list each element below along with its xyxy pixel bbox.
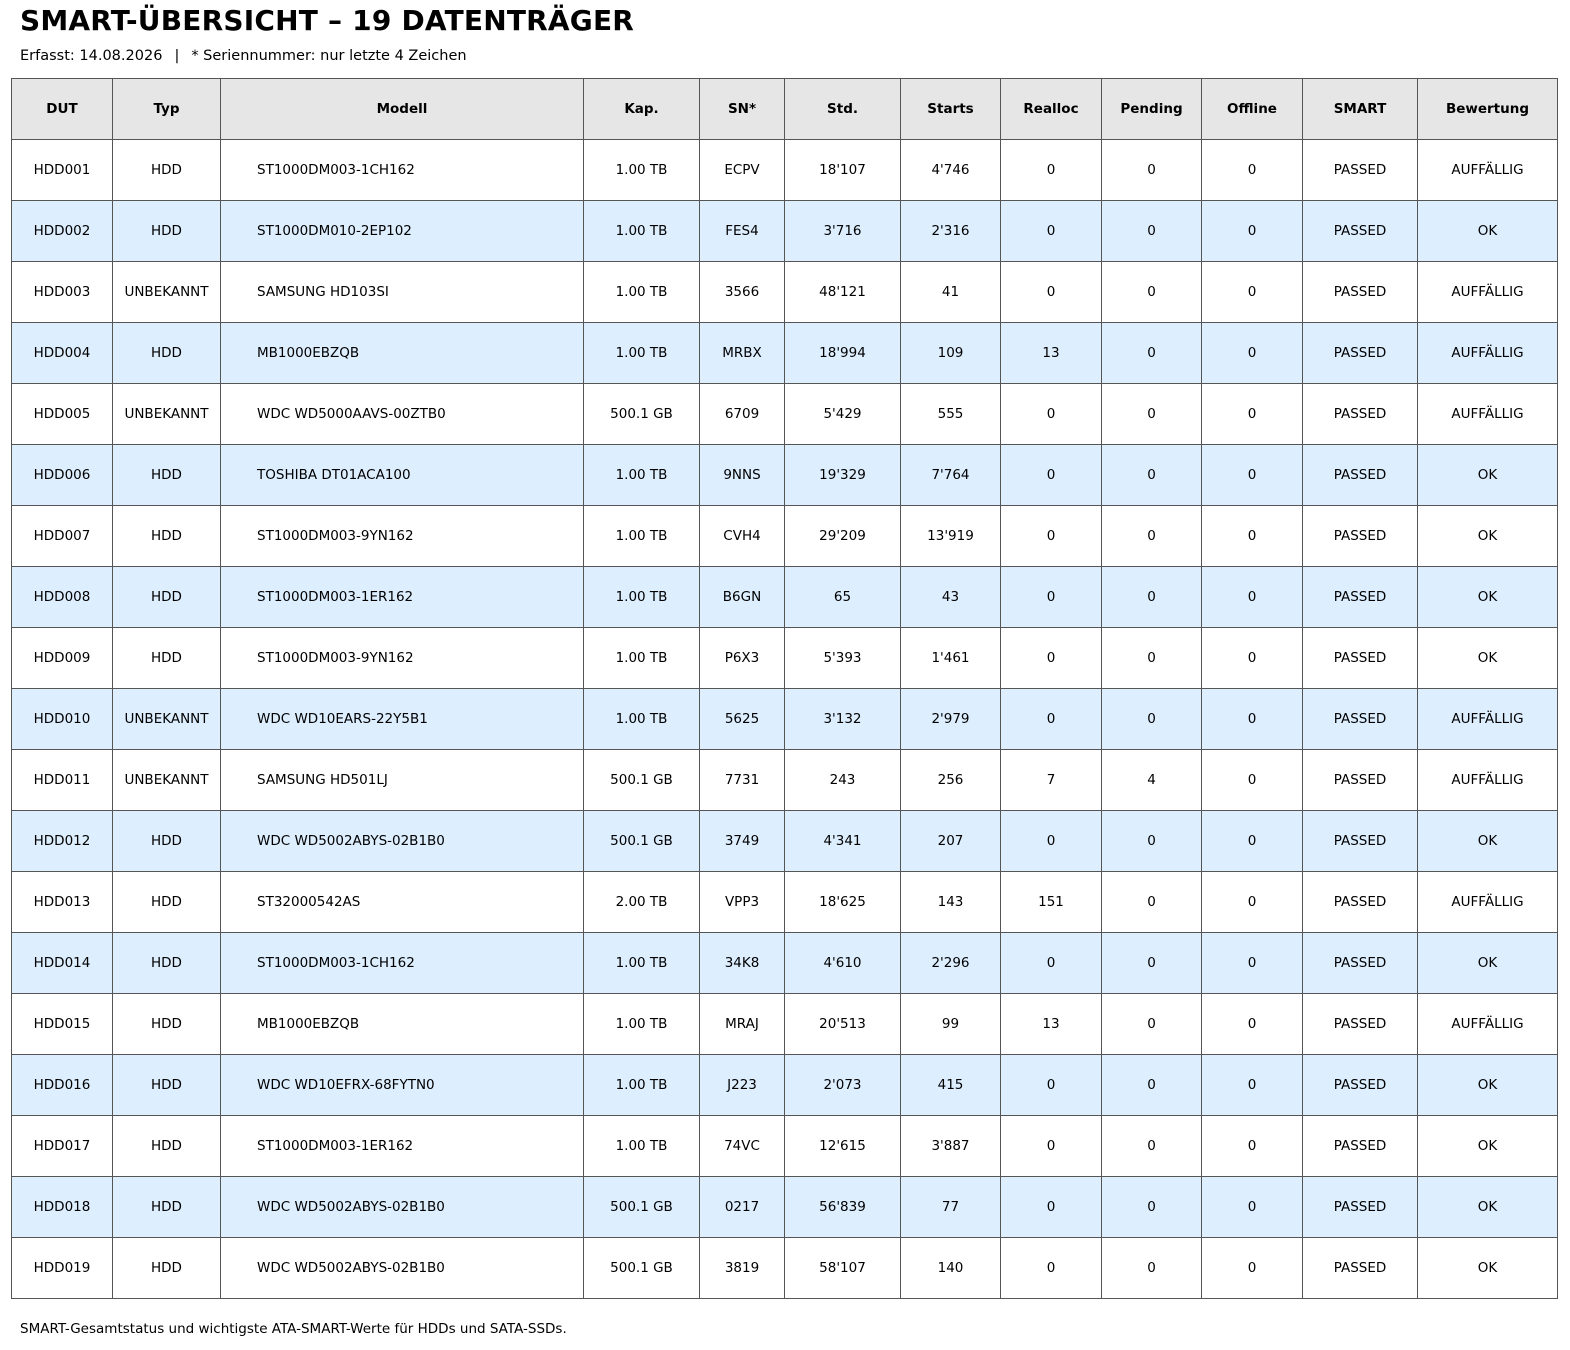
cell-typ: HDD	[113, 1177, 221, 1238]
cell-bewertung: OK	[1418, 1116, 1558, 1177]
cell-modell: ST32000542AS	[221, 872, 584, 933]
table-row	[12, 872, 1558, 933]
cell-typ: HDD	[113, 933, 221, 994]
column-header-smart: SMART	[1303, 79, 1418, 140]
cell-smart: PASSED	[1303, 1055, 1418, 1116]
cell-seriennummer: ECPV	[700, 140, 785, 201]
cell-offline: 0	[1202, 445, 1303, 506]
column-header-modell: Modell	[221, 79, 584, 140]
cell-modell: ST1000DM010-2EP102	[221, 201, 584, 262]
footer-note: SMART-Gesamtstatus und wichtigste ATA-SMART-Werte für HDDs und SATA-SSDs.	[20, 1321, 567, 1337]
cell-stunden: 19'329	[785, 445, 901, 506]
cell-offline: 0	[1202, 933, 1303, 994]
cell-smart: PASSED	[1303, 140, 1418, 201]
cell-modell: SAMSUNG HD103SI	[221, 262, 584, 323]
cell-typ: HDD	[113, 1238, 221, 1299]
cell-modell: MB1000EBZQB	[221, 323, 584, 384]
column-header-kapazitaet: Kap.	[584, 79, 700, 140]
cell-typ: UNBEKANNT	[113, 689, 221, 750]
cell-kapazitaet: 1.00 TB	[584, 323, 700, 384]
cell-typ: HDD	[113, 323, 221, 384]
cell-dut: HDD009	[12, 628, 113, 689]
cell-starts: 140	[901, 1238, 1001, 1299]
cell-realloc: 0	[1001, 1238, 1102, 1299]
cell-offline: 0	[1202, 994, 1303, 1055]
cell-kapazitaet: 1.00 TB	[584, 445, 700, 506]
column-header-bewertung: Bewertung	[1418, 79, 1558, 140]
cell-offline: 0	[1202, 628, 1303, 689]
cell-seriennummer: VPP3	[700, 872, 785, 933]
cell-starts: 7'764	[901, 445, 1001, 506]
cell-smart: PASSED	[1303, 1238, 1418, 1299]
cell-dut: HDD003	[12, 262, 113, 323]
table-row	[12, 811, 1558, 872]
cell-kapazitaet: 500.1 GB	[584, 1238, 700, 1299]
cell-bewertung: OK	[1418, 933, 1558, 994]
cell-dut: HDD017	[12, 1116, 113, 1177]
cell-realloc: 0	[1001, 201, 1102, 262]
cell-realloc: 0	[1001, 1116, 1102, 1177]
cell-smart: PASSED	[1303, 262, 1418, 323]
cell-seriennummer: B6GN	[700, 567, 785, 628]
cell-bewertung: AUFFÄLLIG	[1418, 262, 1558, 323]
cell-kapazitaet: 1.00 TB	[584, 689, 700, 750]
cell-starts: 13'919	[901, 506, 1001, 567]
cell-typ: HDD	[113, 506, 221, 567]
cell-smart: PASSED	[1303, 1116, 1418, 1177]
cell-pending: 0	[1102, 201, 1202, 262]
cell-typ: UNBEKANNT	[113, 750, 221, 811]
table-row	[12, 1238, 1558, 1299]
column-header-starts: Starts	[901, 79, 1001, 140]
table-row	[12, 323, 1558, 384]
meta-separator: |	[174, 48, 180, 64]
cell-stunden: 3'132	[785, 689, 901, 750]
cell-dut: HDD001	[12, 140, 113, 201]
cell-bewertung: OK	[1418, 567, 1558, 628]
cell-pending: 0	[1102, 1177, 1202, 1238]
cell-typ: HDD	[113, 628, 221, 689]
cell-modell: ST1000DM003-9YN162	[221, 506, 584, 567]
cell-kapazitaet: 500.1 GB	[584, 384, 700, 445]
cell-starts: 1'461	[901, 628, 1001, 689]
cell-typ: HDD	[113, 445, 221, 506]
cell-pending: 0	[1102, 506, 1202, 567]
cell-starts: 2'316	[901, 201, 1001, 262]
cell-realloc: 0	[1001, 262, 1102, 323]
page-title: SMART-ÜBERSICHT – 19 DATENTRÄGER	[20, 4, 635, 37]
capture-date: Erfasst: 14.08.2026	[20, 48, 163, 64]
cell-modell: MB1000EBZQB	[221, 994, 584, 1055]
cell-offline: 0	[1202, 1177, 1303, 1238]
cell-offline: 0	[1202, 872, 1303, 933]
cell-dut: HDD002	[12, 201, 113, 262]
cell-starts: 2'979	[901, 689, 1001, 750]
cell-typ: HDD	[113, 872, 221, 933]
cell-dut: HDD010	[12, 689, 113, 750]
column-header-seriennummer: SN*	[700, 79, 785, 140]
cell-typ: HDD	[113, 811, 221, 872]
cell-offline: 0	[1202, 140, 1303, 201]
column-header-typ: Typ	[113, 79, 221, 140]
cell-kapazitaet: 1.00 TB	[584, 506, 700, 567]
cell-stunden: 18'107	[785, 140, 901, 201]
cell-typ: HDD	[113, 1116, 221, 1177]
cell-stunden: 4'610	[785, 933, 901, 994]
cell-seriennummer: 34K8	[700, 933, 785, 994]
cell-realloc: 0	[1001, 811, 1102, 872]
cell-pending: 0	[1102, 445, 1202, 506]
cell-modell: WDC WD5002ABYS-02B1B0	[221, 811, 584, 872]
cell-pending: 0	[1102, 140, 1202, 201]
cell-starts: 99	[901, 994, 1001, 1055]
table-row	[12, 445, 1558, 506]
table-row	[12, 1177, 1558, 1238]
cell-stunden: 29'209	[785, 506, 901, 567]
table-row	[12, 567, 1558, 628]
cell-smart: PASSED	[1303, 750, 1418, 811]
cell-starts: 256	[901, 750, 1001, 811]
cell-bewertung: AUFFÄLLIG	[1418, 872, 1558, 933]
cell-modell: WDC WD5000AAVS-00ZTB0	[221, 384, 584, 445]
cell-offline: 0	[1202, 811, 1303, 872]
cell-bewertung: AUFFÄLLIG	[1418, 323, 1558, 384]
cell-pending: 0	[1102, 1116, 1202, 1177]
cell-stunden: 3'716	[785, 201, 901, 262]
table-header	[12, 79, 1558, 140]
header-row	[12, 79, 1558, 140]
cell-offline: 0	[1202, 1116, 1303, 1177]
meta-line	[20, 48, 467, 64]
cell-dut: HDD012	[12, 811, 113, 872]
cell-starts: 143	[901, 872, 1001, 933]
cell-realloc: 151	[1001, 872, 1102, 933]
cell-typ: UNBEKANNT	[113, 262, 221, 323]
cell-smart: PASSED	[1303, 201, 1418, 262]
cell-pending: 0	[1102, 628, 1202, 689]
cell-pending: 0	[1102, 1238, 1202, 1299]
cell-seriennummer: 74VC	[700, 1116, 785, 1177]
smart-table	[11, 78, 1558, 1299]
cell-realloc: 0	[1001, 567, 1102, 628]
cell-starts: 3'887	[901, 1116, 1001, 1177]
table-row	[12, 1055, 1558, 1116]
table-row	[12, 201, 1558, 262]
cell-dut: HDD007	[12, 506, 113, 567]
cell-seriennummer: 3566	[700, 262, 785, 323]
cell-offline: 0	[1202, 384, 1303, 445]
cell-stunden: 48'121	[785, 262, 901, 323]
cell-modell: WDC WD5002ABYS-02B1B0	[221, 1177, 584, 1238]
cell-pending: 0	[1102, 994, 1202, 1055]
column-header-dut: DUT	[12, 79, 113, 140]
table-row	[12, 384, 1558, 445]
cell-modell: ST1000DM003-1ER162	[221, 567, 584, 628]
cell-seriennummer: 9NNS	[700, 445, 785, 506]
cell-stunden: 243	[785, 750, 901, 811]
cell-modell: ST1000DM003-1ER162	[221, 1116, 584, 1177]
cell-starts: 415	[901, 1055, 1001, 1116]
column-header-realloc: Realloc	[1001, 79, 1102, 140]
cell-dut: HDD011	[12, 750, 113, 811]
cell-dut: HDD019	[12, 1238, 113, 1299]
cell-seriennummer: FES4	[700, 201, 785, 262]
cell-bewertung: OK	[1418, 1238, 1558, 1299]
cell-realloc: 0	[1001, 140, 1102, 201]
cell-typ: HDD	[113, 140, 221, 201]
cell-starts: 109	[901, 323, 1001, 384]
cell-realloc: 0	[1001, 933, 1102, 994]
cell-kapazitaet: 500.1 GB	[584, 811, 700, 872]
cell-starts: 2'296	[901, 933, 1001, 994]
cell-smart: PASSED	[1303, 384, 1418, 445]
cell-modell: ST1000DM003-9YN162	[221, 628, 584, 689]
cell-seriennummer: 5625	[700, 689, 785, 750]
cell-smart: PASSED	[1303, 994, 1418, 1055]
cell-seriennummer: J223	[700, 1055, 785, 1116]
cell-seriennummer: 7731	[700, 750, 785, 811]
cell-smart: PASSED	[1303, 872, 1418, 933]
cell-kapazitaet: 500.1 GB	[584, 750, 700, 811]
cell-pending: 0	[1102, 567, 1202, 628]
cell-offline: 0	[1202, 201, 1303, 262]
table-row	[12, 689, 1558, 750]
cell-realloc: 0	[1001, 1177, 1102, 1238]
cell-pending: 0	[1102, 262, 1202, 323]
cell-smart: PASSED	[1303, 811, 1418, 872]
cell-dut: HDD015	[12, 994, 113, 1055]
table-body	[12, 140, 1558, 1299]
cell-seriennummer: P6X3	[700, 628, 785, 689]
cell-smart: PASSED	[1303, 933, 1418, 994]
cell-starts: 207	[901, 811, 1001, 872]
cell-smart: PASSED	[1303, 1177, 1418, 1238]
table-row	[12, 262, 1558, 323]
cell-realloc: 0	[1001, 506, 1102, 567]
cell-stunden: 12'615	[785, 1116, 901, 1177]
cell-dut: HDD016	[12, 1055, 113, 1116]
cell-smart: PASSED	[1303, 567, 1418, 628]
cell-modell: TOSHIBA DT01ACA100	[221, 445, 584, 506]
cell-kapazitaet: 1.00 TB	[584, 628, 700, 689]
cell-smart: PASSED	[1303, 506, 1418, 567]
cell-dut: HDD013	[12, 872, 113, 933]
cell-pending: 0	[1102, 323, 1202, 384]
table-row	[12, 628, 1558, 689]
cell-offline: 0	[1202, 1238, 1303, 1299]
column-header-pending: Pending	[1102, 79, 1202, 140]
cell-dut: HDD008	[12, 567, 113, 628]
cell-pending: 4	[1102, 750, 1202, 811]
cell-offline: 0	[1202, 750, 1303, 811]
cell-smart: PASSED	[1303, 323, 1418, 384]
cell-seriennummer: 6709	[700, 384, 785, 445]
cell-stunden: 20'513	[785, 994, 901, 1055]
cell-kapazitaet: 1.00 TB	[584, 1055, 700, 1116]
table-row	[12, 140, 1558, 201]
cell-pending: 0	[1102, 933, 1202, 994]
cell-bewertung: AUFFÄLLIG	[1418, 750, 1558, 811]
cell-kapazitaet: 1.00 TB	[584, 1116, 700, 1177]
cell-kapazitaet: 1.00 TB	[584, 262, 700, 323]
cell-starts: 43	[901, 567, 1001, 628]
column-header-offline: Offline	[1202, 79, 1303, 140]
cell-offline: 0	[1202, 1055, 1303, 1116]
cell-stunden: 58'107	[785, 1238, 901, 1299]
table-row	[12, 750, 1558, 811]
cell-offline: 0	[1202, 323, 1303, 384]
cell-bewertung: OK	[1418, 201, 1558, 262]
cell-starts: 41	[901, 262, 1001, 323]
cell-pending: 0	[1102, 811, 1202, 872]
cell-offline: 0	[1202, 689, 1303, 750]
cell-stunden: 18'994	[785, 323, 901, 384]
cell-dut: HDD006	[12, 445, 113, 506]
cell-seriennummer: MRAJ	[700, 994, 785, 1055]
table-row	[12, 1116, 1558, 1177]
cell-realloc: 7	[1001, 750, 1102, 811]
table-row	[12, 506, 1558, 567]
cell-bewertung: OK	[1418, 1055, 1558, 1116]
cell-stunden: 18'625	[785, 872, 901, 933]
cell-realloc: 0	[1001, 445, 1102, 506]
cell-kapazitaet: 1.00 TB	[584, 994, 700, 1055]
cell-typ: HDD	[113, 1055, 221, 1116]
cell-starts: 555	[901, 384, 1001, 445]
cell-modell: ST1000DM003-1CH162	[221, 933, 584, 994]
cell-smart: PASSED	[1303, 445, 1418, 506]
cell-modell: SAMSUNG HD501LJ	[221, 750, 584, 811]
cell-bewertung: OK	[1418, 628, 1558, 689]
cell-dut: HDD005	[12, 384, 113, 445]
cell-bewertung: OK	[1418, 445, 1558, 506]
cell-realloc: 0	[1001, 1055, 1102, 1116]
cell-realloc: 0	[1001, 689, 1102, 750]
cell-offline: 0	[1202, 567, 1303, 628]
cell-seriennummer: 0217	[700, 1177, 785, 1238]
cell-kapazitaet: 500.1 GB	[584, 1177, 700, 1238]
cell-bewertung: AUFFÄLLIG	[1418, 689, 1558, 750]
column-header-stunden: Std.	[785, 79, 901, 140]
cell-pending: 0	[1102, 1055, 1202, 1116]
cell-typ: UNBEKANNT	[113, 384, 221, 445]
cell-bewertung: AUFFÄLLIG	[1418, 994, 1558, 1055]
cell-bewertung: OK	[1418, 811, 1558, 872]
table-row	[12, 994, 1558, 1055]
cell-kapazitaet: 1.00 TB	[584, 201, 700, 262]
cell-bewertung: AUFFÄLLIG	[1418, 140, 1558, 201]
cell-stunden: 2'073	[785, 1055, 901, 1116]
cell-smart: PASSED	[1303, 689, 1418, 750]
cell-typ: HDD	[113, 201, 221, 262]
cell-realloc: 13	[1001, 994, 1102, 1055]
cell-pending: 0	[1102, 872, 1202, 933]
cell-kapazitaet: 1.00 TB	[584, 140, 700, 201]
cell-dut: HDD014	[12, 933, 113, 994]
cell-smart: PASSED	[1303, 628, 1418, 689]
smart-table-container	[11, 78, 1557, 1299]
cell-offline: 0	[1202, 506, 1303, 567]
cell-modell: WDC WD5002ABYS-02B1B0	[221, 1238, 584, 1299]
cell-kapazitaet: 1.00 TB	[584, 567, 700, 628]
cell-realloc: 0	[1001, 628, 1102, 689]
cell-bewertung: OK	[1418, 506, 1558, 567]
cell-dut: HDD018	[12, 1177, 113, 1238]
cell-starts: 77	[901, 1177, 1001, 1238]
serial-note: * Seriennummer: nur letzte 4 Zeichen	[191, 48, 467, 64]
cell-stunden: 56'839	[785, 1177, 901, 1238]
cell-starts: 4'746	[901, 140, 1001, 201]
cell-modell: ST1000DM003-1CH162	[221, 140, 584, 201]
cell-pending: 0	[1102, 689, 1202, 750]
table-row	[12, 933, 1558, 994]
cell-bewertung: AUFFÄLLIG	[1418, 384, 1558, 445]
cell-stunden: 5'429	[785, 384, 901, 445]
cell-kapazitaet: 1.00 TB	[584, 933, 700, 994]
cell-modell: WDC WD10EFRX-68FYTN0	[221, 1055, 584, 1116]
cell-stunden: 65	[785, 567, 901, 628]
cell-dut: HDD004	[12, 323, 113, 384]
cell-offline: 0	[1202, 262, 1303, 323]
cell-modell: WDC WD10EARS-22Y5B1	[221, 689, 584, 750]
cell-realloc: 13	[1001, 323, 1102, 384]
cell-bewertung: OK	[1418, 1177, 1558, 1238]
cell-typ: HDD	[113, 567, 221, 628]
cell-stunden: 4'341	[785, 811, 901, 872]
cell-realloc: 0	[1001, 384, 1102, 445]
cell-seriennummer: 3749	[700, 811, 785, 872]
cell-kapazitaet: 2.00 TB	[584, 872, 700, 933]
cell-stunden: 5'393	[785, 628, 901, 689]
cell-typ: HDD	[113, 994, 221, 1055]
cell-pending: 0	[1102, 384, 1202, 445]
cell-seriennummer: CVH4	[700, 506, 785, 567]
cell-seriennummer: MRBX	[700, 323, 785, 384]
cell-seriennummer: 3819	[700, 1238, 785, 1299]
